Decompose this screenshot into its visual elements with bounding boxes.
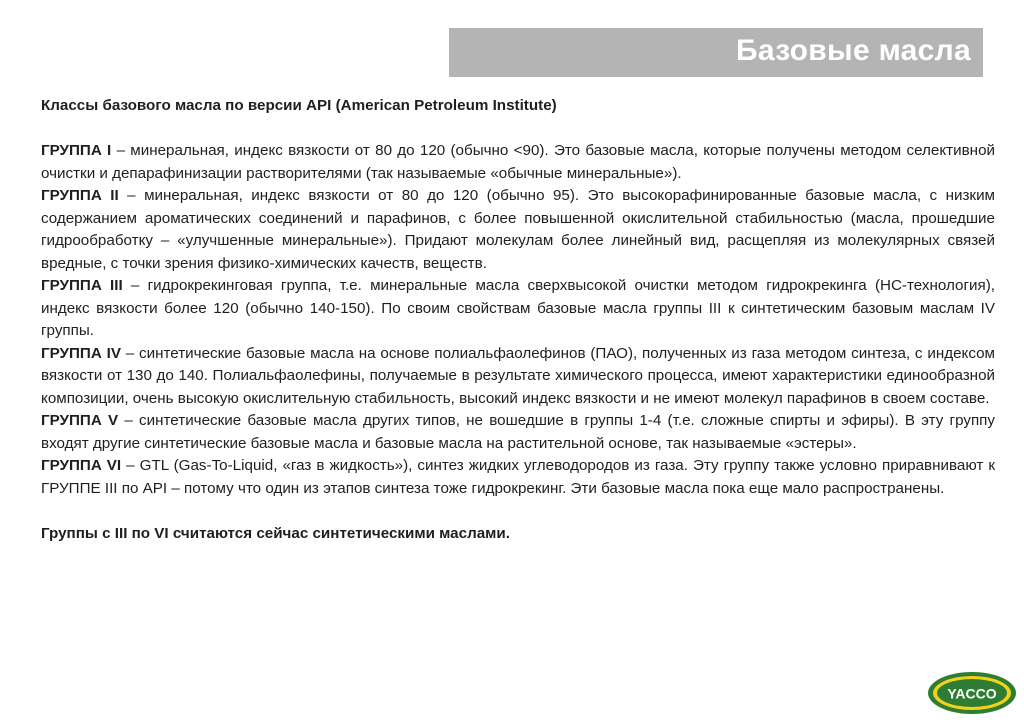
title-bar [449, 28, 983, 77]
group-label: ГРУППА V [41, 412, 119, 429]
group-i-paragraph [41, 140, 995, 185]
conclusion: Группы с III по VI считаются сейчас синтетическими маслами. [41, 524, 510, 542]
group-text: – синтетические базовые масла на основе полиальфаолефинов (ПАО), полученных из газа методом синтеза, с индексом вязкости от 130 до 140. Полиальфаолефины, получаемые в результате химического процесса, имеют характеристики единообразной композиции, очень высокую окислительную стабильность, высокий индекс вязкости и не имеют молекул парафинов в своем составе. [41, 344, 995, 407]
group-iv-paragraph [41, 343, 995, 411]
group-text: – GTL (Gas-To-Liquid, «газ в жидкость»), синтез жидких углеводородов из газа. Эту группу также условно приравнивают к ГРУППЕ III по API – потому что один из этапов синтеза тоже гидрокрекинг. Эти базовые масла пока еще мало распространены. [41, 457, 995, 497]
document-body [41, 95, 995, 545]
page-title: Базовые масла [736, 34, 971, 67]
group-label: ГРУППА II [41, 187, 119, 204]
group-text: – синтетические базовые масла других типов, не вошедшие в группы 1-4 (т.е. сложные спирты и эфиры). В эту группу входят другие синтетические базовые масла и базовые масла на растительной основе, так называемые «эстеры». [41, 412, 995, 452]
group-label: ГРУППА III [41, 277, 123, 294]
group-text: – минеральная, индекс вязкости от 80 до 120 (обычно 95). Это высокорафинированные базовые масла, с низким содержанием ароматических соединений и парафинов, с более повышенной окислительной стабильностью (масла, прошедшие гидрообработку – «улучшенные минеральные»). Придают молекулам более линейный вид, расщепляя из молекулярных связей вредные, с точки зрения физико-химических качеств, веществ. [41, 187, 995, 272]
group-vi-paragraph [41, 455, 995, 500]
group-label: ГРУППА I [41, 142, 112, 159]
section-heading: Классы базового масла по версии API (American Petroleum Institute) [41, 97, 557, 114]
group-ii-paragraph [41, 185, 995, 275]
group-text: – минеральная, индекс вязкости от 80 до 120 (обычно <90). Это базовые масла, которые получены методом селективной очистки и депарафинизации растворителями (так называемые «обычные минеральные»). [41, 142, 996, 182]
logo-text: YACCO [947, 685, 997, 702]
group-label: ГРУППА VI [41, 457, 122, 474]
yacco-logo [926, 670, 1018, 716]
group-v-paragraph [41, 410, 995, 455]
group-iii-paragraph [41, 275, 995, 343]
group-text: – гидрокрекинговая группа, т.е. минеральные масла сверхвысокой очистки методом гидрокрекинга (НС-технология), индекс вязкости более 120 (обычно 140-150). По своим свойствам базовые масла группы III к синтетическим базовым маслам IV группы. [41, 277, 995, 339]
group-label: ГРУППА IV [41, 344, 121, 362]
